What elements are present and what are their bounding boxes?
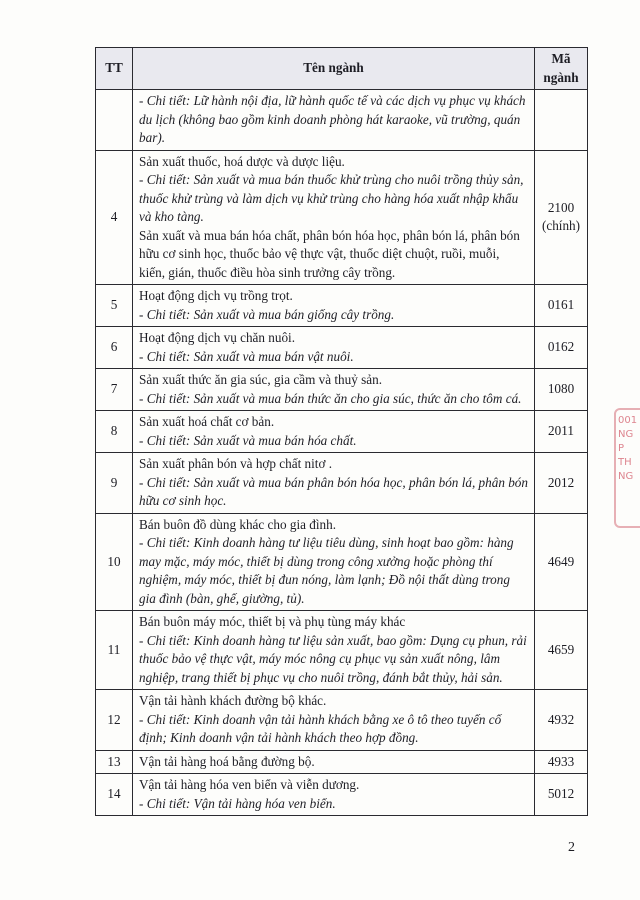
row-number: 8 [96, 411, 133, 453]
row-number: 12 [96, 690, 133, 751]
stamp-text: P [618, 443, 625, 454]
row-description [133, 611, 535, 690]
row-number: 14 [96, 774, 133, 816]
industry-name: Sản xuất hoá chất cơ bản. [139, 414, 275, 429]
detail-text: - Chi tiết: Kinh doanh hàng tư liệu tiêu dùng, sinh hoạt bao gồm: hàng may mặc, máy móc, thiết bị dùng trong công xưởng hoặc phòng thí nghiệm, máy móc, thiết bị đun nóng, làm lạnh; Đồ nội thất dùng trong gia đình (bàn, ghế, giường, tủ). [139, 535, 514, 606]
header-code-line1: Mã [551, 51, 571, 66]
row-description [133, 750, 535, 774]
row-number: 11 [96, 611, 133, 690]
industry-code: 2011 [535, 411, 588, 453]
detail-text: - Chi tiết: Lữ hành nội địa, lữ hành quốc tế và các dịch vụ phục vụ khách du lịch (không bao gồm kinh doanh phòng hát karaoke, vũ trường, quán bar). [139, 93, 526, 145]
table-row [96, 513, 588, 611]
industry-code: 4649 [535, 513, 588, 611]
table-row [96, 285, 588, 327]
row-description [133, 285, 535, 327]
stamp-text: NG [618, 471, 634, 482]
industry-name: Vận tải hành khách đường bộ khác. [139, 693, 327, 708]
industry-name: Bán buôn đồ dùng khác cho gia đình. [139, 516, 337, 532]
row-number [96, 90, 133, 151]
table-row [96, 453, 588, 514]
table-row [96, 150, 588, 285]
header-code [535, 48, 588, 90]
detail-text: - Chi tiết: Vận tải hàng hóa ven biển. [139, 795, 336, 811]
header-tt: TT [96, 48, 133, 90]
industry-code: 2100 (chính) [535, 150, 588, 285]
header-code-line2: ngành [543, 69, 579, 85]
row-description [133, 369, 535, 411]
row-description [133, 327, 535, 369]
industry-name: Sản xuất và mua bán hóa chất, phân bón hóa học, phân bón lá, phân bón hữu cơ sinh học, thuốc bảo vệ thực vật, thuốc diệt chuột, ruồi, muỗi, kiến, gián, thuốc điều hòa sinh trưởng cây trồng. [139, 227, 520, 280]
row-number: 6 [96, 327, 133, 369]
industry-code: 1080 [535, 369, 588, 411]
business-lines-table [95, 47, 588, 816]
industry-name: Vận tải hàng hoá bằng đường bộ. [139, 753, 315, 769]
table-row [96, 327, 588, 369]
table-header-row [96, 48, 588, 90]
industry-name: Hoạt động dịch vụ chăn nuôi. [139, 330, 296, 345]
industry-name: Hoạt động dịch vụ trồng trọt. [139, 288, 293, 303]
industry-code: 4933 [535, 750, 588, 774]
page-number: 2 [568, 840, 575, 855]
table-row [96, 90, 588, 151]
row-description [133, 774, 535, 816]
industry-code: 2012 [535, 453, 588, 514]
detail-text: - Chi tiết: Sản xuất và mua bán thuốc khử trùng cho nuôi trồng thủy sản, thuốc khử trùng và làm dịch vụ khử trùng cho hàng hóa xuất nhập khẩu và kho tàng. [139, 172, 524, 224]
industry-code: 4659 [535, 611, 588, 690]
industry-name: Sản xuất phân bón và hợp chất nitơ . [139, 456, 333, 471]
row-description [133, 690, 535, 751]
industry-name: Bán buôn máy móc, thiết bị và phụ tùng máy khác [139, 614, 406, 629]
detail-text: - Chi tiết: Sản xuất và mua bán vật nuôi. [139, 348, 354, 364]
detail-text: - Chi tiết: Sản xuất và mua bán hóa chất. [139, 432, 357, 448]
industry-name: Sản xuất thức ăn gia súc, gia cầm và thuỷ sản. [139, 372, 382, 387]
table-row [96, 611, 588, 690]
row-number: 13 [96, 750, 133, 774]
row-number: 9 [96, 453, 133, 514]
industry-code: 4932 [535, 690, 588, 751]
detail-text: - Chi tiết: Kinh doanh hàng tư liệu sản xuất, bao gồm: Dụng cụ phun, rải thuốc bảo vệ thực vật, máy móc nông cụ phục vụ sản xuất nông, lâm nghiệp, trang thiết bị phục vụ cho nuôi trồng, đánh bắt thủy, hải sản. [139, 632, 527, 685]
row-number: 5 [96, 285, 133, 327]
table-row [96, 369, 588, 411]
row-description [133, 513, 535, 611]
red-stamp [614, 408, 640, 528]
row-number: 4 [96, 150, 133, 285]
industry-code [535, 90, 588, 151]
detail-text: - Chi tiết: Sản xuất và mua bán giống cây trồng. [139, 306, 395, 322]
stamp-text: 001 [618, 415, 638, 426]
header-name: Tên ngành [133, 48, 535, 90]
row-number: 7 [96, 369, 133, 411]
detail-text: - Chi tiết: Sản xuất và mua bán thức ăn cho gia súc, thức ăn cho tôm cá. [139, 390, 522, 406]
row-number: 10 [96, 513, 133, 611]
stamp-text: NG [618, 429, 634, 440]
row-description [133, 453, 535, 514]
row-description [133, 411, 535, 453]
industry-name: Vận tải hàng hóa ven biển và viễn dương. [139, 777, 360, 792]
industry-code: 5012 [535, 774, 588, 816]
table-row [96, 774, 588, 816]
detail-text: - Chi tiết: Kinh doanh vận tải hành khách bằng xe ô tô theo tuyến cố định; Kinh doanh vận tải hành khách theo hợp đồng. [139, 711, 502, 745]
row-description [133, 150, 535, 285]
detail-text: - Chi tiết: Sản xuất và mua bán phân bón hóa học, phân bón lá, phân bón hữu cơ sinh học. [139, 474, 528, 508]
table-body [96, 90, 588, 816]
stamp-text: TH [618, 457, 632, 468]
table-row [96, 411, 588, 453]
industry-code: 0162 [535, 327, 588, 369]
industry-name: Sản xuất thuốc, hoá dược và dược liệu. [139, 153, 345, 169]
industry-code: 0161 [535, 285, 588, 327]
table-row [96, 690, 588, 751]
row-description [133, 90, 535, 151]
table-row [96, 750, 588, 774]
